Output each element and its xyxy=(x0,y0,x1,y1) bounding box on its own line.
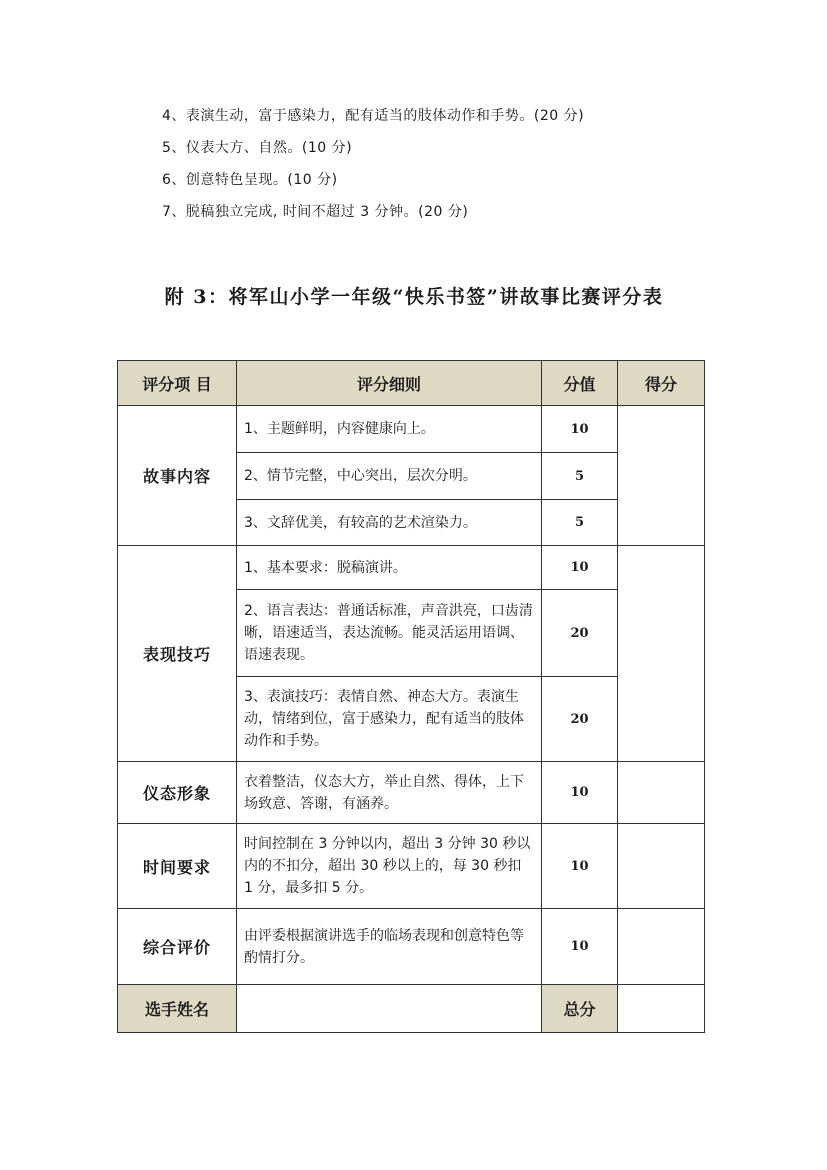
criteria-item: 5、仪表大方、自然。(10 分) xyxy=(162,140,353,156)
rule-cell: 2、情节完整，中心突出，层次分明。 xyxy=(237,453,542,500)
contestant-name-label: 选手姓名 xyxy=(118,985,237,1033)
rule-cell: 时间控制在 3 分钟以内，超出 3 分钟 30 秒以内的不扣分，超出 30 秒以上的，每 30 秒扣 1 分，最多扣 5 分。 xyxy=(237,824,542,909)
category-cell: 故事内容 xyxy=(118,406,237,546)
rule-cell: 1、基本要求：脱稿演讲。 xyxy=(237,546,542,590)
rule-cell: 2、语言表达：普通话标准，声音洪亮，口齿清晰，语速适当，表达流畅。能灵活运用语调、语速表现。 xyxy=(237,590,542,677)
criteria-item: 4、表演生动，富于感染力，配有适当的肢体动作和手势。(20 分) xyxy=(162,108,585,124)
value-cell: 20 xyxy=(542,590,618,677)
page-title: 附 3：将军山小学一年级“快乐书签”讲故事比赛评分表 xyxy=(164,286,664,308)
rule-cell: 3、文辞优美，有较高的艺术渲染力。 xyxy=(237,500,542,546)
category-cell: 表现技巧 xyxy=(118,546,237,762)
table-row xyxy=(118,406,705,453)
total-score-input[interactable] xyxy=(618,985,705,1033)
value-cell: 10 xyxy=(542,406,618,453)
value-cell: 5 xyxy=(542,453,618,500)
header-value: 分值 xyxy=(542,361,618,406)
score-input-cell[interactable] xyxy=(618,824,705,909)
header-rules: 评分细则 xyxy=(237,361,542,406)
value-cell: 5 xyxy=(542,500,618,546)
criteria-list xyxy=(162,104,584,232)
value-cell: 10 xyxy=(542,762,618,824)
score-input-cell[interactable] xyxy=(618,406,705,546)
table-row xyxy=(118,762,705,824)
total-label: 总分 xyxy=(542,985,618,1033)
header-item: 评分项 目 xyxy=(118,361,237,406)
value-cell: 10 xyxy=(542,546,618,590)
rule-cell: 1、主题鲜明，内容健康向上。 xyxy=(237,406,542,453)
criteria-item: 7、脱稿独立完成, 时间不超过 3 分钟。(20 分) xyxy=(162,204,469,220)
header-score: 得分 xyxy=(618,361,705,406)
rule-cell: 由评委根据演讲选手的临场表现和创意特色等酌情打分。 xyxy=(237,909,542,985)
category-cell: 时间要求 xyxy=(118,824,237,909)
score-input-cell[interactable] xyxy=(618,762,705,824)
table-row xyxy=(118,824,705,909)
value-cell: 10 xyxy=(542,824,618,909)
table-row xyxy=(118,909,705,985)
value-cell: 10 xyxy=(542,909,618,985)
scoring-table xyxy=(117,360,705,1033)
score-input-cell[interactable] xyxy=(618,909,705,985)
category-cell: 综合评价 xyxy=(118,909,237,985)
contestant-name-input[interactable] xyxy=(237,985,542,1033)
value-cell: 20 xyxy=(542,677,618,762)
score-input-cell[interactable] xyxy=(618,546,705,762)
rule-cell: 3、表演技巧：表情自然、神态大方。表演生动，情绪到位，富于感染力，配有适当的肢体动作和手势。 xyxy=(237,677,542,762)
table-row xyxy=(118,546,705,590)
table-footer-row xyxy=(118,985,705,1033)
rule-cell: 衣着整洁，仪态大方，举止自然、得体，上下场致意、答谢，有涵养。 xyxy=(237,762,542,824)
table-header-row xyxy=(118,361,705,406)
criteria-item: 6、创意特色呈现。(10 分) xyxy=(162,172,338,188)
category-cell: 仪态形象 xyxy=(118,762,237,824)
